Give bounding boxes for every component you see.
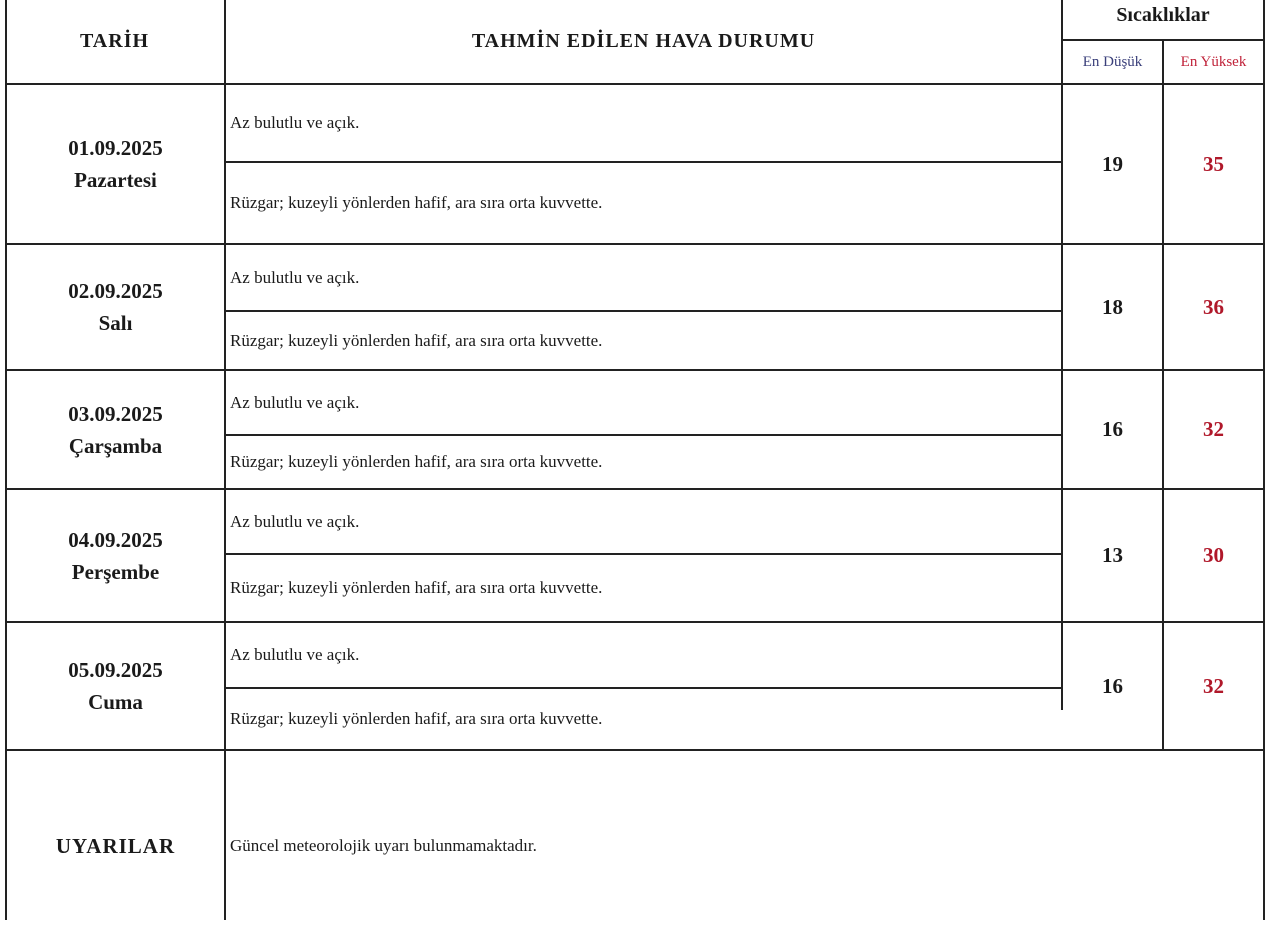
- weather-description: Az bulutlu ve açık.: [230, 511, 360, 531]
- day-weekday: Pazartesi: [74, 168, 157, 192]
- day-weekday: Çarşamba: [68, 433, 163, 458]
- day-date-cell: [7, 245, 224, 369]
- warnings-label: UYARILAR: [55, 833, 176, 858]
- day-date: 04.09.2025: [68, 527, 163, 552]
- wind-description: Rüzgar; kuzeyli yönlerden hafif, ara sıra orta kuvvette.: [230, 578, 603, 597]
- weather-description: Az bulutlu ve açık.: [230, 113, 360, 132]
- min-temp: 18: [1102, 294, 1123, 319]
- day-date: 05.09.2025: [68, 658, 163, 682]
- weather-description: Az bulutlu ve açık.: [230, 645, 360, 664]
- min-temp-header: En Düşük: [1082, 53, 1143, 70]
- date-column-header: TARİH: [79, 30, 150, 52]
- day-date: 02.09.2025: [68, 279, 163, 303]
- weather-description: Az bulutlu ve açık.: [230, 267, 360, 287]
- max-temp: 36: [1203, 294, 1224, 319]
- wind-description: Rüzgar; kuzeyli yönlerden hafif, ara sıra orta kuvvette.: [230, 452, 603, 471]
- day-weekday: Perşembe: [71, 559, 160, 584]
- day-date: 03.09.2025: [68, 401, 163, 426]
- min-temp: 16: [1102, 417, 1123, 441]
- min-temp: 13: [1102, 543, 1123, 567]
- day-date-cell: [7, 623, 224, 749]
- weather-description: Az bulutlu ve açık.: [230, 392, 360, 412]
- temps-title: [1063, 0, 1263, 39]
- day-date: 01.09.2025: [68, 136, 163, 160]
- wind-description: Rüzgar; kuzeyli yönlerden hafif, ara sıra orta kuvvette.: [230, 709, 603, 728]
- warnings-text: Güncel meteorolojik uyarı bulunmamaktadır.: [230, 836, 537, 855]
- day-date-cell: [7, 490, 224, 621]
- max-temp-header: En Yüksek: [1180, 53, 1247, 70]
- max-temp: 32: [1203, 673, 1224, 698]
- table-border-right: [1263, 0, 1265, 920]
- wind-description: Rüzgar; kuzeyli yönlerden hafif, ara sıra orta kuvvette.: [230, 193, 603, 212]
- wind-description: Rüzgar; kuzeyli yönlerden hafif, ara sıra orta kuvvette.: [230, 330, 603, 350]
- weather-forecast-table: [5, 0, 1265, 920]
- day-weekday: Salı: [98, 311, 133, 335]
- min-temp: 19: [1102, 151, 1123, 176]
- day-weekday: Cuma: [88, 690, 143, 714]
- temps-title-line2: Sıcaklıklar: [1116, 3, 1210, 26]
- day-date-cell: [7, 371, 224, 488]
- day-date-cell: [7, 85, 224, 243]
- max-temp: 32: [1203, 417, 1224, 441]
- min-temp: 16: [1102, 673, 1123, 698]
- max-temp: 35: [1203, 151, 1224, 176]
- max-temp: 30: [1203, 543, 1224, 567]
- forecast-column-header: TAHMİN EDİLEN HAVA DURUMU: [471, 30, 816, 52]
